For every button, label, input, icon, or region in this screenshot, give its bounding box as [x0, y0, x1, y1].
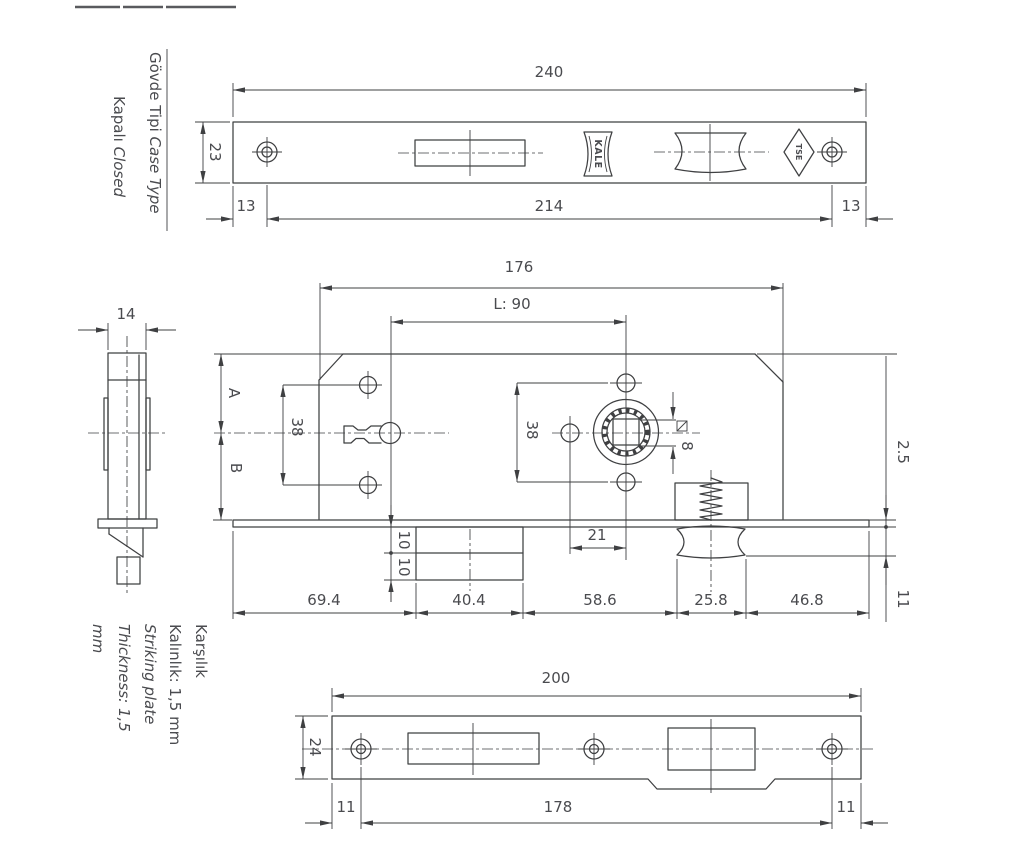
faceplate-screw-hole-left [252, 137, 282, 167]
dim-21: 21 [587, 526, 607, 544]
latch-bolt [416, 527, 523, 591]
side-view [78, 305, 176, 596]
dim-214: 214 [534, 197, 564, 215]
case-faceplate-strip [233, 520, 869, 527]
faceplate-outline [233, 122, 866, 183]
strike-screw-hole-middle [578, 733, 610, 765]
dim-10-lower: 10 [395, 557, 413, 577]
dim-58_6: 58.6 [583, 591, 617, 609]
dim-46_8: 46.8 [790, 591, 824, 609]
dim-10-upper: 10 [395, 530, 413, 550]
dim-L90: L: 90 [493, 295, 531, 313]
dim-A: A [225, 387, 243, 399]
case-type-label: Gövde Tipi Case Type [146, 52, 164, 214]
faceplate-latch-slot [398, 130, 543, 176]
side-latch-bolt [109, 528, 143, 584]
dim-13-left: 13 [236, 197, 256, 215]
dim-25_8: 25.8 [694, 591, 728, 609]
strike-plate-note [89, 624, 210, 745]
faceplate-roller-opening [654, 124, 769, 181]
note-karsilik: Karşılık [192, 624, 210, 678]
dim-200: 200 [541, 669, 571, 687]
kale-logo-text: KALE [592, 139, 603, 169]
dim-178: 178 [543, 798, 573, 816]
dim-40_4: 40.4 [452, 591, 486, 609]
cylinder-profile-cutout [344, 423, 401, 444]
dim-11-roller: 11 [894, 589, 912, 609]
dim-24: 24 [306, 737, 324, 757]
dim-B: B [227, 462, 245, 474]
strike-screw-hole-left [345, 733, 377, 765]
dim-13-right: 13 [841, 197, 861, 215]
lock-case-view [213, 258, 912, 622]
case-fixing-hole-upper [354, 371, 382, 399]
dim-14: 14 [116, 305, 136, 323]
tse-cert-logo [784, 129, 814, 176]
faceplate-screw-hole-right [817, 137, 847, 167]
dim-2_5: 2.5 [894, 440, 912, 464]
kale-brand-logo [584, 132, 612, 176]
case-fixing-hole-lower [354, 471, 382, 499]
case-state-label: Kapalı Closed [110, 96, 128, 197]
square-symbol-icon [677, 421, 687, 431]
tse-logo-text: TSE [794, 143, 803, 161]
faceplate-view [195, 63, 893, 227]
note-striking-plate: Striking plate [141, 624, 159, 725]
case-body-outline [319, 354, 783, 519]
note-thickness: Thickness: 1,5 [115, 624, 133, 732]
note-mm: mm [89, 624, 107, 654]
header-labels [110, 49, 167, 231]
dim-176: 176 [504, 258, 534, 276]
dim-69_4: 69.4 [307, 591, 341, 609]
side-flange [98, 519, 157, 528]
striking-plate-view [295, 669, 888, 829]
note-kalinlik: Kalınlık: 1,5 mm [166, 624, 184, 746]
strike-screw-hole-right [816, 733, 848, 765]
roller-spring-block [675, 470, 748, 592]
dim-8: 8 [678, 441, 696, 451]
dim-38-hub: 38 [523, 420, 541, 440]
dim-23: 23 [206, 142, 224, 162]
dim-240: 240 [534, 63, 564, 81]
dim-11-left: 11 [336, 798, 356, 816]
strike-deadbolt-opening [668, 719, 755, 793]
dim-11-right: 11 [836, 798, 856, 816]
dim-38-left: 38 [288, 417, 306, 437]
